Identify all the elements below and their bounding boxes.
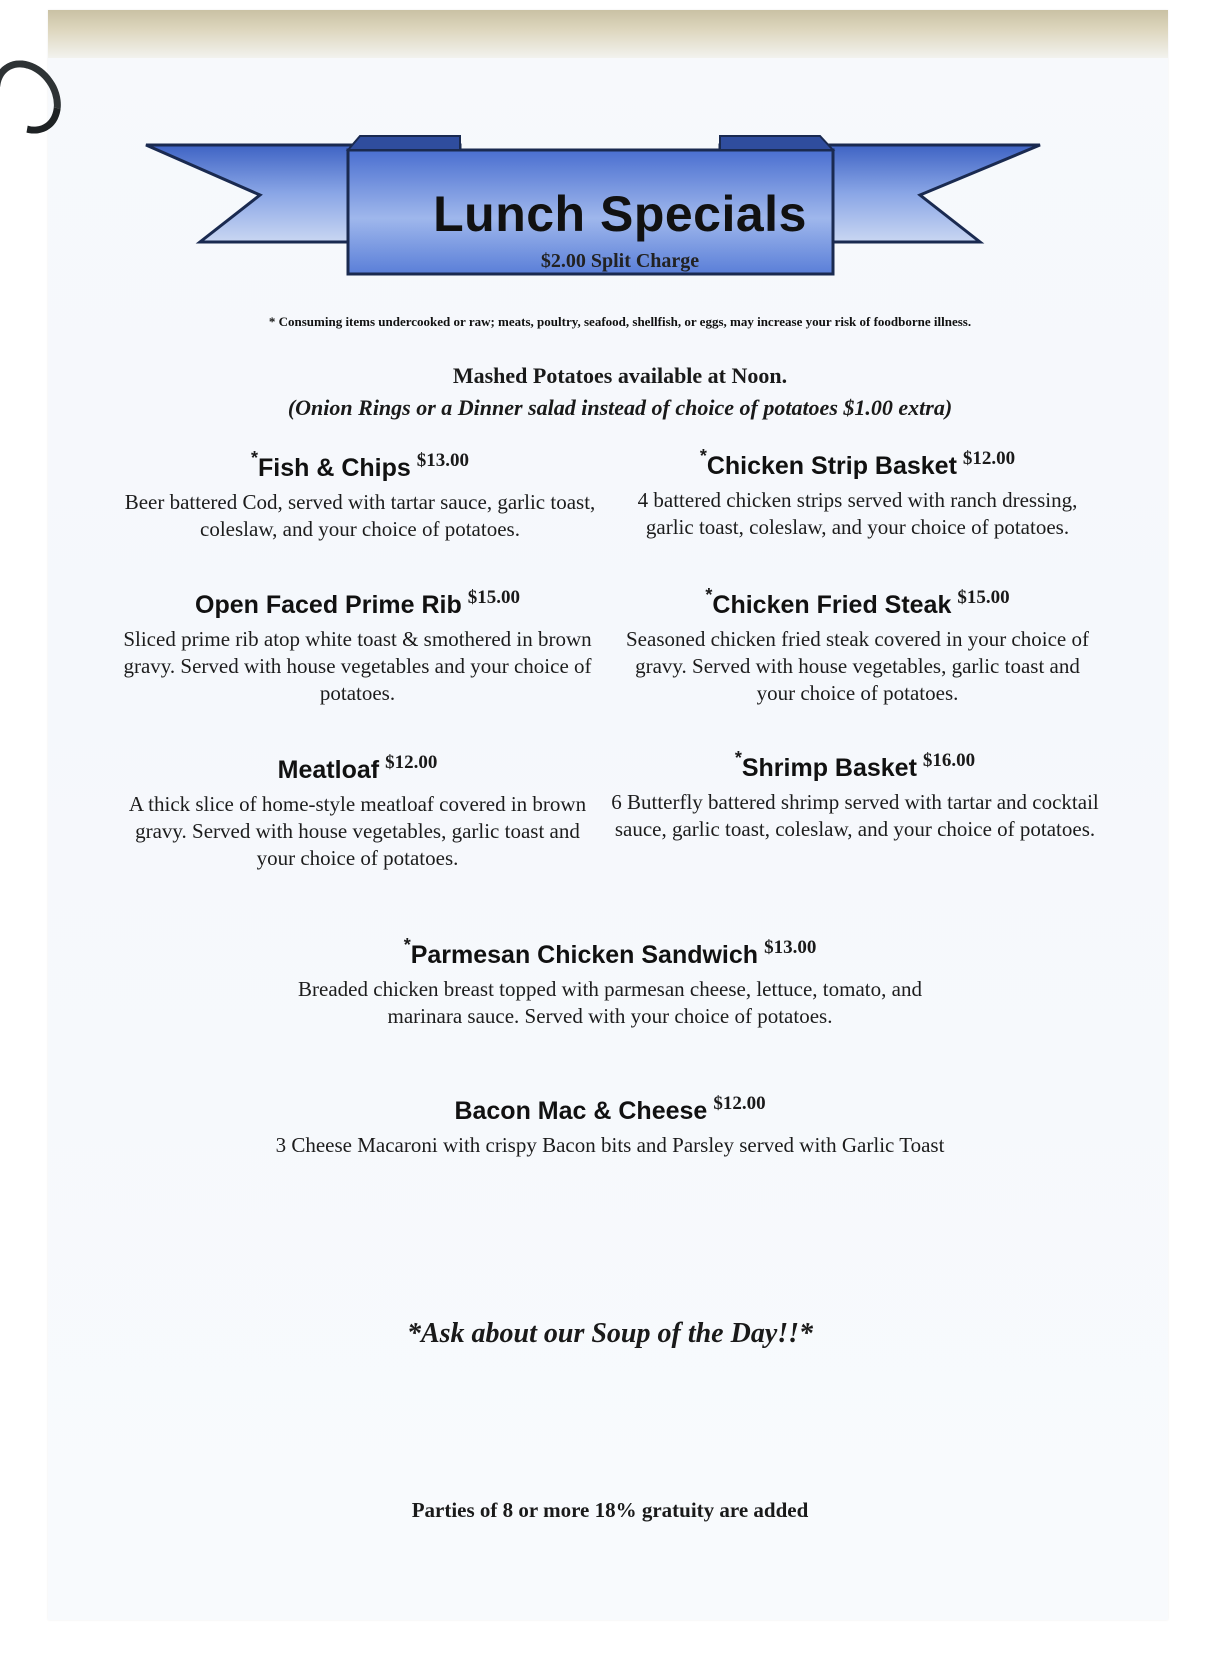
item-price: $12.00 xyxy=(962,448,1016,469)
item-price: $15.00 xyxy=(467,587,520,608)
item-price: $15.00 xyxy=(957,587,1010,608)
item-description: Beer battered Cod, served with tartar sauce, garlic toast, coleslaw, and your choice of potatoes. xyxy=(124,490,596,541)
item-description: Breaded chicken breast topped with parmesan cheese, lettuce, tomato, and marinara sauce. Served with your choice of potatoes. xyxy=(298,977,922,1028)
menu-title: Lunch Specials xyxy=(433,186,807,242)
item-name: Chicken Strip Basket xyxy=(706,452,957,480)
soup-of-the-day-note: *Ask about our Soup of the Day!!* xyxy=(406,1318,814,1349)
item-description: Sliced prime rib atop white toast & smothered in brown gravy. Served with house vegetables and your choice of potatoes. xyxy=(123,627,592,705)
item-name: Meatloaf xyxy=(277,756,380,784)
foodborne-disclaimer: * Consuming items undercooked or raw; meats, poultry, seafood, shellfish, or eggs, may increase your risk of foodborne illness. xyxy=(268,314,972,329)
undercooked-star: * xyxy=(705,585,713,605)
item-description: 4 battered chicken strips served with ranch dressing, garlic toast, coleslaw, and your choice of potatoes. xyxy=(637,488,1078,539)
menu-item-chicken-fried-steak xyxy=(615,582,1100,707)
potatoes-note-line1: Mashed Potatoes available at Noon. xyxy=(452,363,788,388)
menu-item-open-faced-prime-rib xyxy=(115,582,600,707)
menu-item-meatloaf xyxy=(115,747,600,872)
item-price: $12.00 xyxy=(713,1093,766,1114)
menu-item-shrimp-basket xyxy=(610,745,1100,843)
item-price: $16.00 xyxy=(922,750,976,771)
undercooked-star: * xyxy=(250,448,258,468)
page-top-edge xyxy=(48,10,1168,58)
split-charge-note: $2.00 Split Charge xyxy=(540,250,700,272)
undercooked-star: * xyxy=(403,935,411,955)
undercooked-star: * xyxy=(699,446,707,466)
potatoes-note xyxy=(150,360,1090,424)
menu-item-fish-and-chips xyxy=(120,445,600,543)
menu-item-bacon-mac-and-cheese xyxy=(200,1088,1020,1159)
menu-item-chicken-strip-basket xyxy=(615,443,1100,541)
item-name: Fish & Chips xyxy=(257,454,411,482)
potatoes-note-line2: (Onion Rings or a Dinner salad instead of choice of potatoes $1.00 extra) xyxy=(287,395,953,420)
item-price: $12.00 xyxy=(385,752,438,773)
item-name: Open Faced Prime Rib xyxy=(195,591,462,619)
item-description: 3 Cheese Macaroni with crispy Bacon bits and Parsley served with Garlic Toast xyxy=(275,1133,945,1157)
item-description: 6 Butterfly battered shrimp served with tartar and cocktail sauce, garlic toast, coleslaw, and your choice of potatoes. xyxy=(611,790,1099,841)
item-name: Chicken Fried Steak xyxy=(712,591,952,619)
item-description: A thick slice of home-style meatloaf covered in brown gravy. Served with house vegetables, garlic toast and your choice of potatoes. xyxy=(128,792,587,870)
item-name: Shrimp Basket xyxy=(741,754,917,782)
item-price: $13.00 xyxy=(764,937,817,958)
item-description: Seasoned chicken fried steak covered in your choice of gravy. Served with house vegetables, garlic toast and your choice of potatoes. xyxy=(626,627,1089,705)
item-name: Parmesan Chicken Sandwich xyxy=(410,941,759,969)
gratuity-note: Parties of 8 or more 18% gratuity are added xyxy=(411,1498,809,1522)
item-price: $13.00 xyxy=(416,450,470,471)
menu-item-parmesan-chicken-sandwich xyxy=(260,932,960,1030)
undercooked-star: * xyxy=(734,748,742,768)
item-name: Bacon Mac & Cheese xyxy=(454,1097,708,1125)
